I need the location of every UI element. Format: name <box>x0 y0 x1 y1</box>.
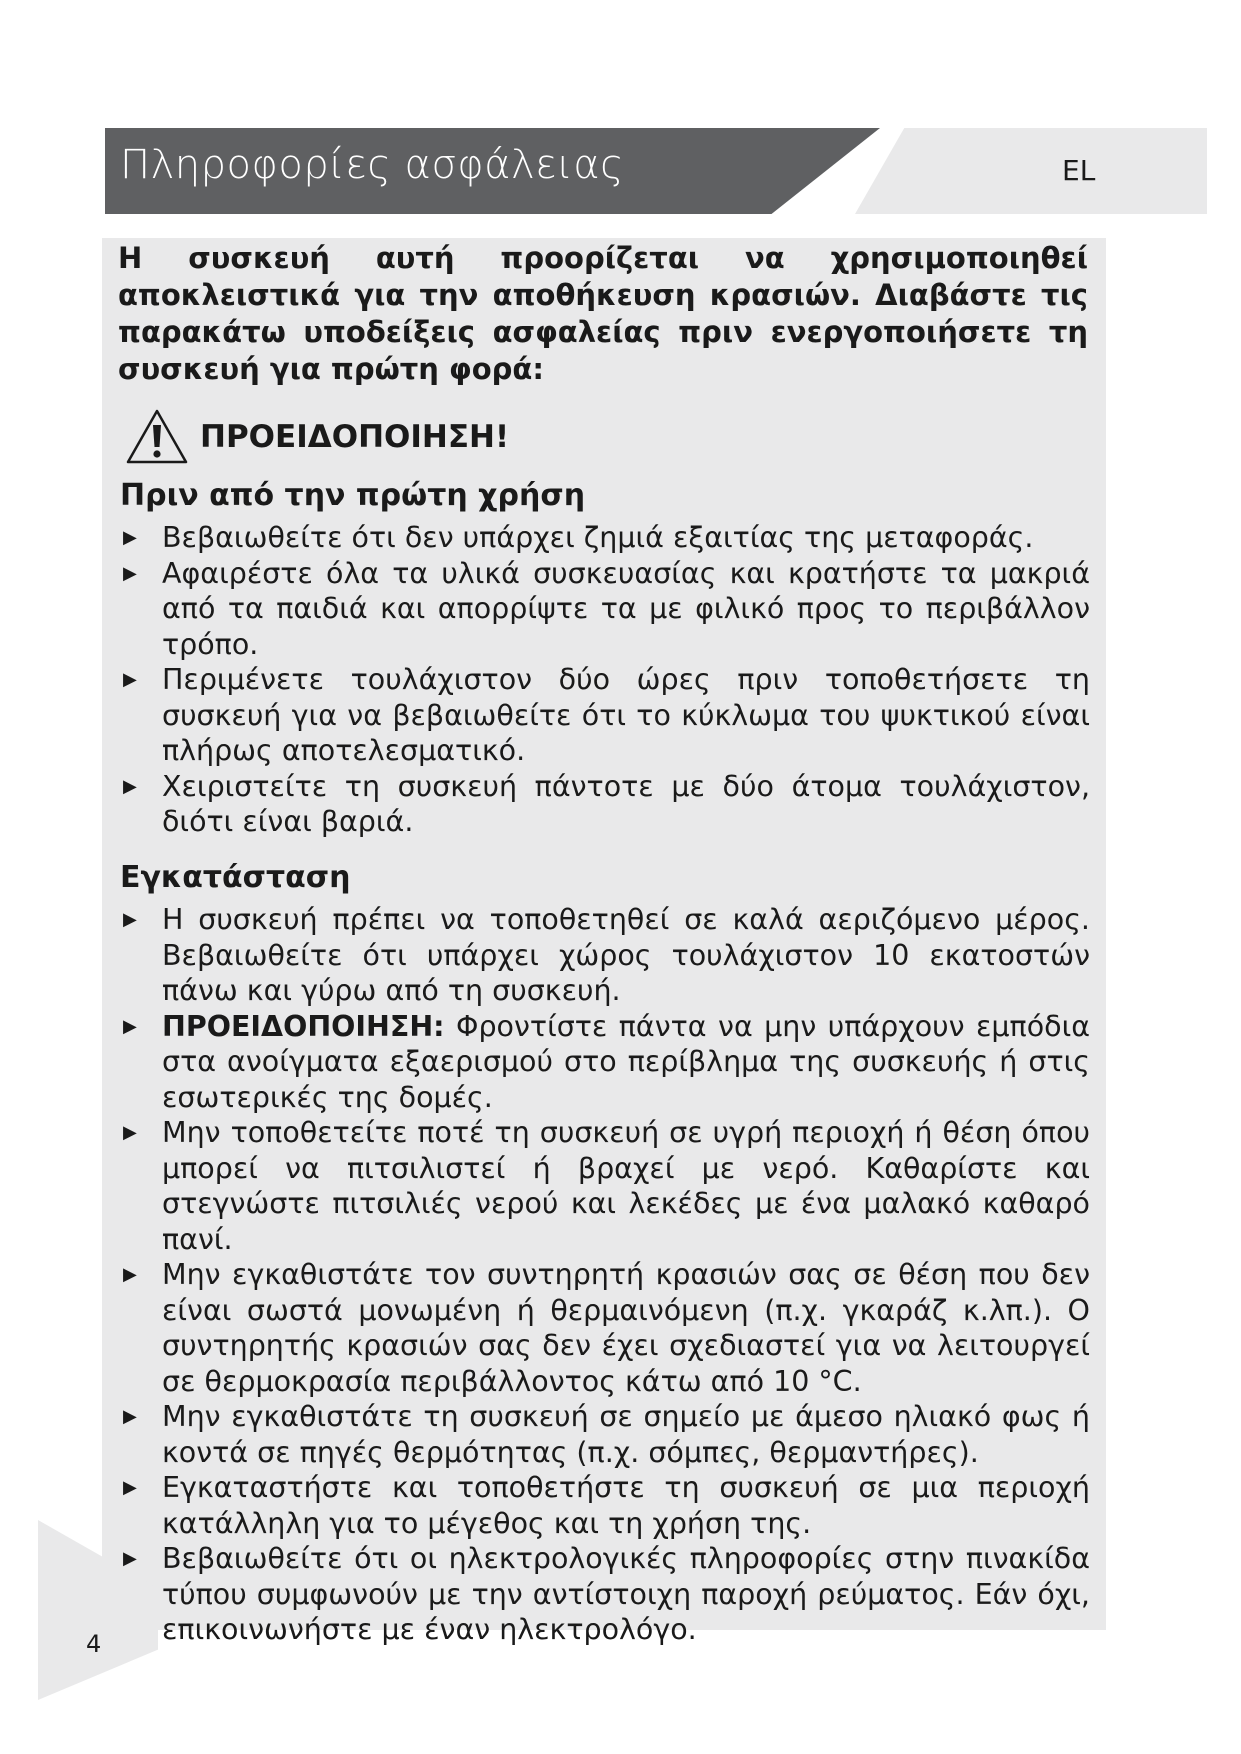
list-item: ▶ ΠΡΟΕΙΔΟΠΟΙΗΣΗ: Φροντίστε πάντα να μην υπάρχουν εμπόδια στα ανοίγματα εξαερισμού στο περίβλημα της συσκευής ή στις εσωτερικές της δομές. <box>120 1009 1090 1116</box>
warning-row <box>124 404 509 470</box>
page-title: Πληροφορίες ασφάλειας <box>120 142 625 188</box>
list-item: ▶ Βεβαιωθείτε ότι δεν υπάρχει ζημιά εξαιτίας της μεταφοράς. <box>120 520 1090 556</box>
list-item: ▶ Περιμένετε τουλάχιστον δύο ώρες πριν τοποθετήσετε τη συσκευή για να βεβαιωθείτε ότι το κύκλωμα του ψυκτικού είναι πλήρως αποτελεσματικό. <box>120 662 1090 769</box>
list-item: ▶ Η συσκευή πρέπει να τοποθετηθεί σε καλά αεριζόμενο μέρος. Βεβαιωθείτε ότι υπάρχει χώρος τουλάχιστον 10 εκατοστών πάνω και γύρω από τη συσκευή. <box>120 902 1090 1009</box>
warning-lead: ΠΡΟΕΙΔΟΠΟΙΗΣΗ: <box>162 1009 445 1043</box>
section-heading: Εγκατάσταση <box>120 860 351 895</box>
warning-triangle-icon <box>124 407 190 467</box>
list-item: ▶ Αφαιρέστε όλα τα υλικά συσκευασίας και κρατήστε τα μακριά από τα παιδιά και απορρίψτε τα με φιλικό προς το περιβάλλον τρόπο. <box>120 556 1090 663</box>
list-item: ▶ Μην τοποθετείτε ποτέ τη συσκευή σε υγρή περιοχή ή θέση όπου μπορεί να πιτσιλιστεί ή βραχεί με νερό. Καθαρίστε και στεγνώστε πιτσιλιές νερού και λεκέδες με ένα μαλακό καθαρό πανί. <box>120 1115 1090 1257</box>
intro-text: Η συσκευή αυτή προορίζεται να χρησιμοποιηθεί αποκλειστικά για την αποθήκευση κρασιών. Διαβάστε τις παρακάτω υποδείξεις ασφαλείας πριν ενεργοποιήσετε τη συσκευή για πρώτη φορά: <box>118 241 1088 386</box>
warning-label: ΠΡΟΕΙΔΟΠΟΙΗΣΗ! <box>200 419 510 455</box>
bullet-list <box>120 902 1090 1648</box>
page-number: 4 <box>86 1630 102 1658</box>
list-item: ▶ Βεβαιωθείτε ότι οι ηλεκτρολογικές πληροφορίες στην πινακίδα τύπου συμφωνούν με την αντίστοιχη παροχή ρεύματος. Εάν όχι, επικοινωνήστε με έναν ηλεκτρολόγο. <box>120 1541 1090 1648</box>
list-item: ▶ Χειριστείτε τη συσκευή πάντοτε με δύο άτομα τουλάχιστον, διότι είναι βαριά. <box>120 769 1090 840</box>
list-item: ▶ Εγκαταστήστε και τοποθετήστε τη συσκευή σε μια περιοχή κατάλληλη για το μέγεθος και τη χρήση της. <box>120 1470 1090 1541</box>
language-code: EL <box>1062 154 1096 187</box>
language-band <box>855 128 1207 214</box>
list-item: ▶ Μην εγκαθιστάτε τη συσκευή σε σημείο με άμεσο ηλιακό φως ή κοντά σε πηγές θερμότητας (π.χ. σόμπες, θερμαντήρες). <box>120 1399 1090 1470</box>
section-installation <box>120 858 1090 1648</box>
list-item: ▶ Μην εγκαθιστάτε τον συντηρητή κρασιών σας σε θέση που δεν είναι σωστά μονωμένη ή θερμαινόμενη (π.χ. γκαράζ κ.λπ.). Ο συντηρητής κρασιών σας δεν έχει σχεδιαστεί για να λειτουργεί σε θερμοκρασία περιβάλλοντος κάτω από 10 °C. <box>120 1257 1090 1399</box>
section-heading: Πριν από την πρώτη χρήση <box>120 478 586 513</box>
bullet-list <box>120 520 1090 840</box>
section-before-first-use <box>120 476 1090 840</box>
